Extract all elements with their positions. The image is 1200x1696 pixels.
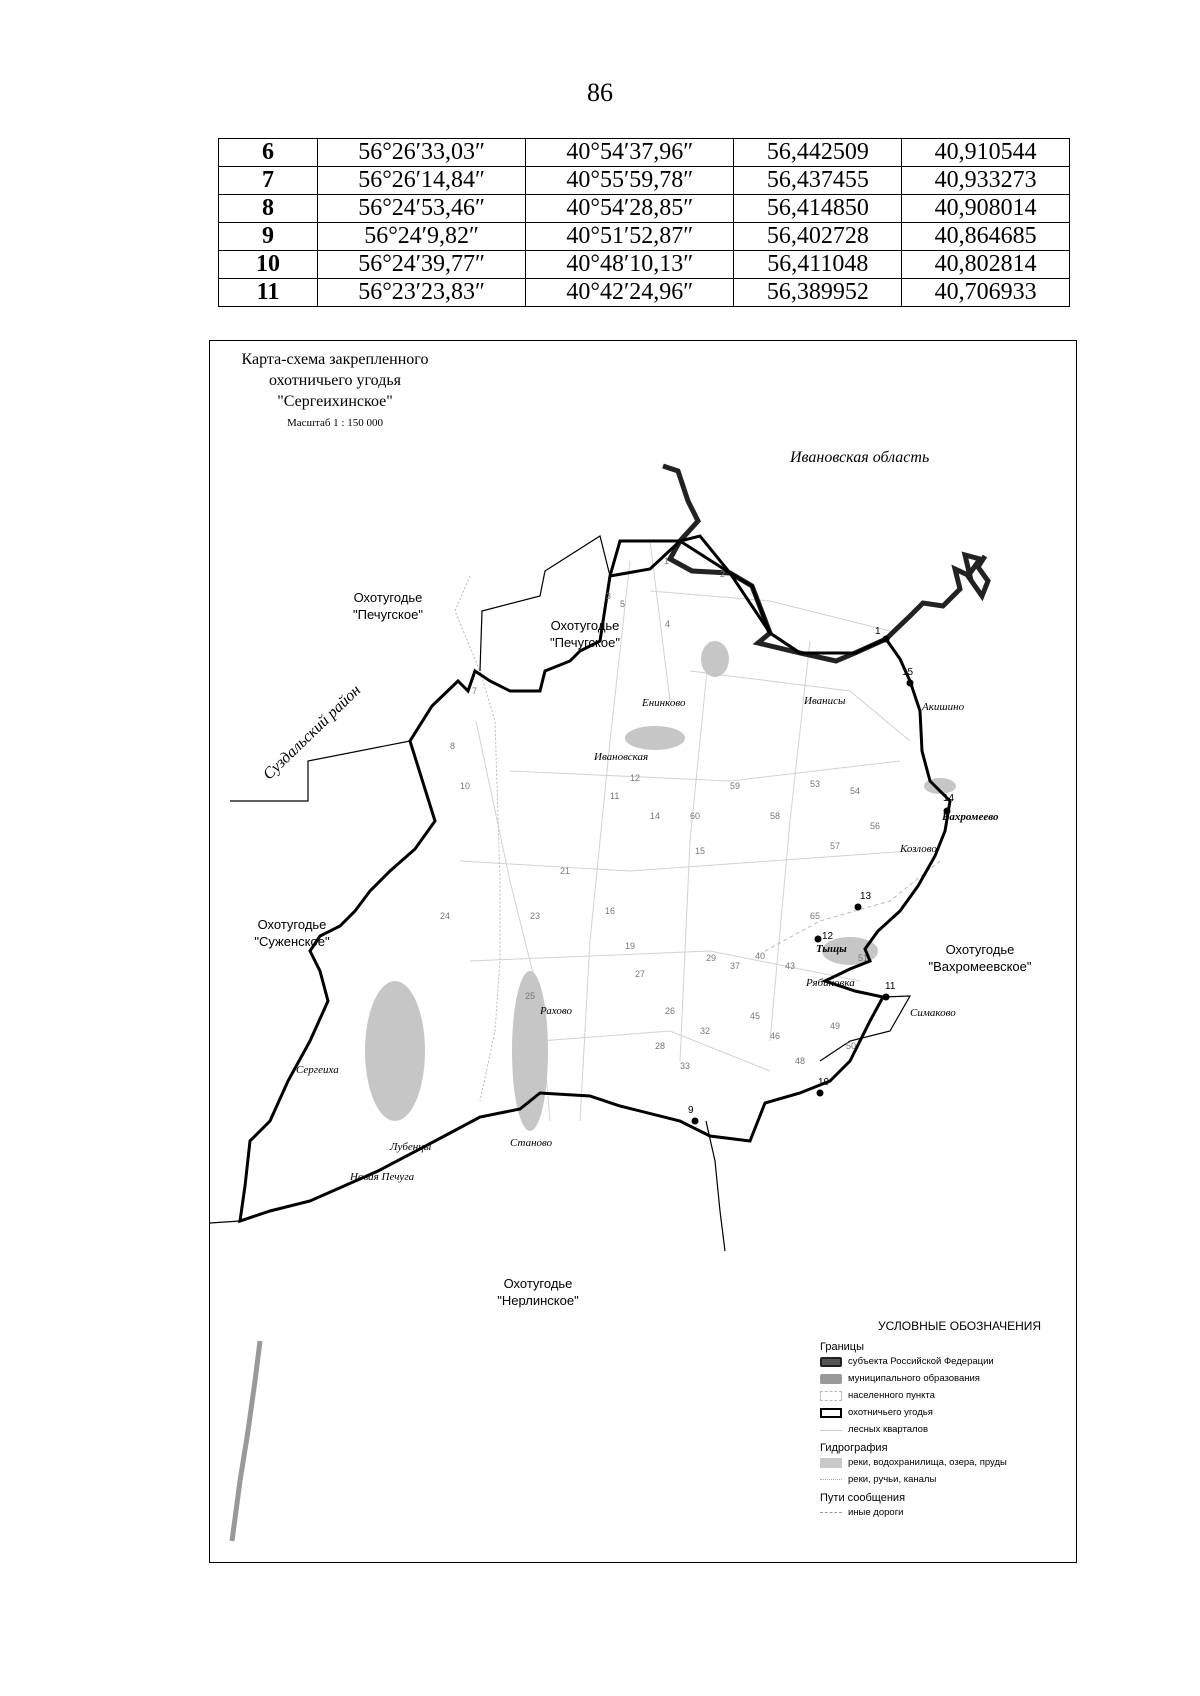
latitude-decimal: 56,402728	[734, 223, 902, 251]
village-label: Рахово	[540, 1005, 573, 1017]
boundary-point	[883, 636, 890, 643]
boundary-point	[815, 936, 822, 943]
legend-item	[820, 1421, 1070, 1438]
forest-quarter-number: 56	[870, 821, 881, 831]
map-scale: Масштаб 1 : 150 000	[287, 417, 383, 429]
legend-swatch	[820, 1374, 842, 1384]
latitude-decimal: 56,389952	[734, 279, 902, 307]
ground-label-line: Охотугодье	[257, 917, 327, 932]
longitude-decimal: 40,802814	[902, 251, 1070, 279]
legend-item	[820, 1370, 1070, 1387]
forest-quarter-number: 25	[525, 991, 536, 1001]
forest-quarter-number: 60	[690, 811, 701, 821]
point-number: 7	[219, 167, 318, 195]
forest-quarter-number: 16	[605, 906, 616, 916]
table-row	[219, 223, 1070, 251]
district-boundary	[706, 1121, 725, 1251]
longitude-dms: 40°55′59,78″	[526, 167, 734, 195]
legend-swatch	[820, 1479, 842, 1480]
river-line	[232, 1341, 260, 1541]
longitude-dms: 40°51′52,87″	[526, 223, 734, 251]
legend-title: УСЛОВНЫЕ ОБОЗНАЧЕНИЯ	[878, 1319, 1042, 1333]
forest-quarter-number: 50	[846, 1041, 857, 1051]
forest-quarter-number: 12	[630, 773, 641, 783]
longitude-dms: 40°42′24,96″	[526, 279, 734, 307]
village-label: Сергеиха	[296, 1064, 339, 1076]
forest-quarter-number: 43	[785, 961, 796, 971]
latitude-decimal: 56,414850	[734, 195, 902, 223]
forest-quarter-number: 57	[830, 841, 841, 851]
boundary-point	[692, 1118, 699, 1125]
ground-label-line: "Печугское"	[550, 635, 620, 650]
forest-quarter-number: 45	[750, 1011, 761, 1021]
legend-item-label: охотничьего угодья	[848, 1407, 933, 1418]
forest-quarter-number: 32	[700, 1026, 711, 1036]
forest-quarter-number: 65	[810, 911, 821, 921]
forest-quarter-number: 2	[720, 569, 726, 579]
forest-quarter-line	[510, 761, 900, 781]
forest-quarter-number: 7	[472, 686, 478, 696]
latitude-decimal: 56,437455	[734, 167, 902, 195]
forest-quarter-number: 24	[440, 911, 451, 921]
table-row	[219, 195, 1070, 223]
legend-swatch	[820, 1430, 842, 1431]
water-body	[701, 641, 729, 677]
point-number: 8	[219, 195, 318, 223]
ground-label-line: Охотугодье	[503, 1276, 573, 1291]
map-legend	[820, 1319, 1070, 1521]
village-label: Тыщы	[816, 943, 847, 955]
forest-quarter-number: 40	[755, 951, 766, 961]
longitude-dms: 40°54′28,85″	[526, 195, 734, 223]
table-row	[219, 251, 1070, 279]
ground-label-pechug-outer	[328, 589, 448, 623]
legend-item-label: реки, ручьи, каналы	[848, 1474, 937, 1485]
region-label-suzdal: Суздальский район	[260, 681, 365, 784]
latitude-dms: 56°24′53,46″	[318, 195, 526, 223]
legend-item-label: муниципального образования	[848, 1373, 980, 1384]
forest-quarter-number: 48	[795, 1056, 806, 1066]
forest-quarter-number: 37	[730, 961, 741, 971]
village-label: Новая Печуга	[350, 1171, 415, 1183]
village-label: Козлово	[900, 843, 937, 855]
forest-quarter-number: 15	[695, 846, 706, 856]
latitude-decimal: 56,442509	[734, 139, 902, 167]
boundary-point-markers	[692, 636, 951, 1125]
latitude-decimal: 56,411048	[734, 251, 902, 279]
point-number: 10	[219, 251, 318, 279]
forest-quarter-number: 23	[530, 911, 541, 921]
ground-label-line: "Нерлинское"	[497, 1293, 579, 1308]
forest-quarter-number: 3	[606, 591, 612, 601]
longitude-decimal: 40,910544	[902, 139, 1070, 167]
forest-quarter-number: 46	[770, 1031, 781, 1041]
boundary-point-label: 9	[688, 1105, 694, 1116]
ground-label-line: "Вахромеевское"	[928, 959, 1032, 974]
forest-quarter-number: 58	[770, 811, 781, 821]
latitude-dms: 56°26′33,03″	[318, 139, 526, 167]
legend-swatch	[820, 1458, 842, 1468]
legend-group-heading: Пути сообщения	[820, 1492, 906, 1504]
ground-label-line: "Суженское"	[254, 934, 330, 949]
point-number: 11	[219, 279, 318, 307]
village-label: Ивановская	[594, 751, 649, 763]
forest-quarter-number: 28	[655, 1041, 666, 1051]
village-label: Лубенцы	[390, 1141, 432, 1153]
forest-quarter-line	[650, 591, 890, 631]
legend-swatch	[820, 1357, 842, 1367]
ground-label-nerlin	[468, 1275, 608, 1309]
forest-quarter-line	[460, 851, 910, 871]
boundary-point-label: 12	[822, 931, 834, 942]
forest-quarter-number: 51	[858, 953, 869, 963]
river-line	[455, 576, 500, 1101]
boundary-point	[907, 680, 914, 687]
boundary-point	[855, 904, 862, 911]
legend-item	[820, 1353, 1070, 1370]
legend-swatch	[820, 1391, 842, 1401]
forest-quarter-number: 1	[664, 556, 670, 566]
village-label: Вахромеево	[942, 811, 999, 823]
boundary-point	[817, 1090, 824, 1097]
map-title-line: "Сергеихинское"	[277, 393, 393, 410]
water-body	[365, 981, 425, 1121]
forest-quarter-number: 4	[665, 619, 671, 629]
boundary-point-label: 10	[818, 1077, 830, 1088]
village-label: Станово	[510, 1137, 553, 1149]
page-number: 86	[587, 78, 613, 107]
legend-item	[820, 1471, 1070, 1488]
region-label-ivanovo: Ивановская область	[790, 449, 930, 466]
longitude-dms: 40°54′37,96″	[526, 139, 734, 167]
forest-quarter-number: 54	[850, 786, 861, 796]
forest-quarter-number: 59	[730, 781, 741, 791]
map-title-line: Карта-схема закрепленного	[241, 351, 429, 368]
map-title	[220, 349, 450, 412]
ground-label-vakhromeev	[900, 941, 1060, 975]
legend-item-label: иные дороги	[848, 1507, 904, 1518]
ground-label-line: Охотугодье	[353, 590, 423, 605]
legend-swatch	[820, 1408, 842, 1418]
longitude-decimal: 40,706933	[902, 279, 1070, 307]
ground-label-suzhen	[232, 916, 352, 950]
legend-item-label: населенного пункта	[848, 1390, 935, 1401]
forest-quarter-number: 5	[620, 599, 626, 609]
forest-quarter-number: 29	[706, 953, 717, 963]
legend-item-label: реки, водохранилища, озера, пруды	[848, 1457, 1007, 1468]
forest-quarter-number: 21	[560, 866, 571, 876]
village-label: Енинково	[642, 697, 686, 709]
forest-quarter-number: 14	[650, 811, 661, 821]
village-label: Иванисы	[804, 695, 846, 707]
village-label: Акишино	[922, 701, 965, 713]
ground-label-line: Охотугодье	[550, 618, 620, 633]
map-title-line: охотничьего угодья	[268, 372, 401, 389]
village-label: Симаково	[910, 1007, 956, 1019]
longitude-decimal: 40,933273	[902, 167, 1070, 195]
water-body	[625, 726, 685, 750]
subject-boundary	[663, 466, 988, 661]
boundary-point-label: 14	[943, 793, 955, 804]
legend-swatch	[820, 1512, 842, 1513]
legend-item	[820, 1454, 1070, 1471]
latitude-dms: 56°24′39,77″	[318, 251, 526, 279]
legend-item-label: лесных кварталов	[848, 1424, 929, 1435]
forest-quarter-number: 10	[460, 781, 471, 791]
water-bodies	[365, 641, 956, 1131]
boundary-point-label: 13	[860, 891, 872, 902]
boundary-point-label: 15	[902, 667, 914, 678]
legend-item	[820, 1387, 1070, 1404]
forest-quarter-number: 8	[450, 741, 456, 751]
longitude-dms: 40°48′10,13″	[526, 251, 734, 279]
forest-quarter-number: 33	[680, 1061, 691, 1071]
boundary-point	[883, 994, 890, 1001]
table-row	[219, 279, 1070, 307]
legend-item	[820, 1404, 1070, 1421]
table-row	[219, 139, 1070, 167]
legend-item	[820, 1504, 1070, 1521]
district-boundary	[230, 741, 410, 801]
ground-label-pechug-inner	[525, 617, 645, 651]
map-frame	[209, 340, 1077, 1563]
point-number: 9	[219, 223, 318, 251]
boundary-point-label: 11	[885, 981, 896, 992]
longitude-decimal: 40,908014	[902, 195, 1070, 223]
table-row	[219, 167, 1070, 195]
village-label: Рябиновка	[806, 977, 855, 989]
coordinate-table	[218, 138, 1070, 307]
latitude-dms: 56°23′23,83″	[318, 279, 526, 307]
forest-quarter-number: 26	[665, 1006, 676, 1016]
ground-label-line: Охотугодье	[945, 942, 1015, 957]
ground-label-line: "Печугское"	[353, 607, 423, 622]
forest-quarter-number: 11	[610, 791, 620, 801]
point-number: 6	[219, 139, 318, 167]
latitude-dms: 56°26′14,84″	[318, 167, 526, 195]
latitude-dms: 56°24′9,82″	[318, 223, 526, 251]
forest-quarter-number: 19	[625, 941, 636, 951]
boundary-point-label: 1	[875, 626, 881, 637]
forest-quarter-line	[540, 1031, 770, 1071]
legend-group-heading: Гидрография	[820, 1442, 888, 1454]
district-boundary	[210, 1221, 240, 1223]
legend-group-heading: Границы	[820, 1341, 864, 1353]
forest-quarter-number: 27	[635, 969, 646, 979]
forest-quarter-number: 49	[830, 1021, 841, 1031]
longitude-decimal: 40,864685	[902, 223, 1070, 251]
legend-item-label: субъекта Российской Федерации	[848, 1356, 994, 1367]
forest-quarter-number: 53	[810, 779, 821, 789]
